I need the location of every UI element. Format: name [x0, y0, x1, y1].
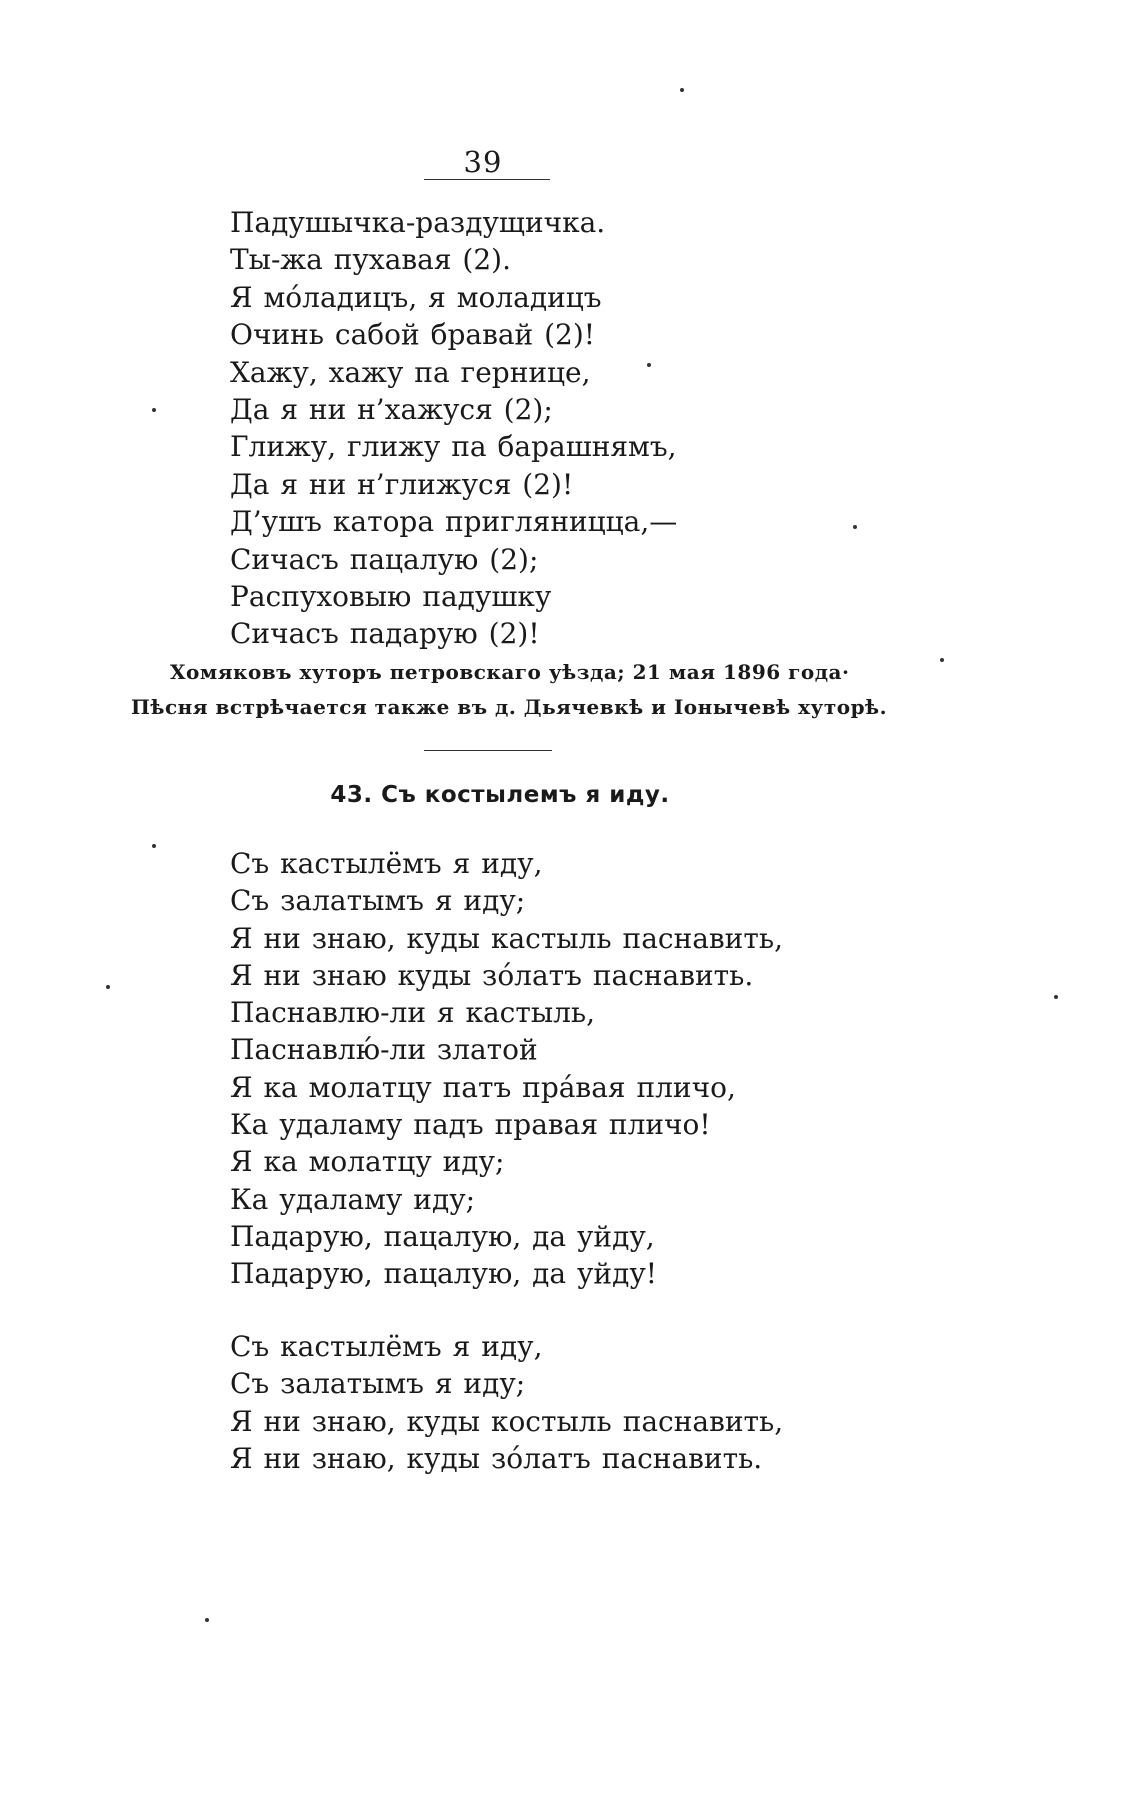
scan-speck: [106, 985, 110, 989]
verse-line: Съ залатымъ я иду;: [230, 1367, 526, 1401]
verse-line: Сичасъ падарую (2)!: [230, 617, 540, 651]
verse-line: Д’ушъ катора пригляницца,—: [230, 505, 678, 539]
verse-line: Я ни знаю, куды кастыль паснавить,: [230, 921, 783, 955]
scan-speck: [152, 844, 156, 848]
verse-block-3: [230, 1328, 783, 1477]
verse-line: Сичасъ пацалую (2);: [230, 542, 539, 576]
verse-line: Да я ни н’хажуся (2);: [230, 392, 553, 426]
verse-block-1: [230, 204, 677, 653]
source-note-line-1: Хомяковъ хуторъ петровскаго уѣзда; 21 мая 1896 года·: [170, 660, 850, 684]
scan-speck: [853, 525, 857, 529]
verse-line: Ка удаламу падъ правая пличо!: [230, 1108, 711, 1142]
verse-line: Ты-жа пухавая (2).: [230, 243, 511, 277]
source-note-line-2: Пѣсня встрѣчается также въ д. Дьячевкѣ и Іонычевѣ хуторѣ.: [131, 695, 888, 719]
verse-line: Я ка молатцу патъ пра́вая пличо,: [230, 1070, 736, 1104]
scan-speck: [647, 363, 651, 367]
verse-line: Съ кастылёмъ я иду,: [230, 1330, 543, 1363]
scan-speck: [152, 408, 156, 412]
section-divider: [424, 750, 552, 751]
page-number-rule: [424, 179, 550, 180]
verse-line: Я ни знаю куды зо́латъ паснавить.: [230, 958, 754, 992]
verse-line: Съ кастылёмъ я иду,: [230, 847, 543, 880]
verse-line: Очинь сабой бравай (2)!: [230, 318, 595, 352]
verse-line: Падарую, пацалую, да уйду,: [230, 1219, 655, 1253]
verse-line: Падушычка-раздущичка.: [230, 206, 606, 239]
verse-line: Съ залатымъ я иду;: [230, 884, 526, 918]
verse-line: Распуховыю падушку: [230, 579, 552, 613]
scan-speck: [205, 1618, 209, 1622]
verse-line: Я ни знаю, куды костыль паснавить,: [230, 1404, 784, 1438]
scan-speck: [940, 658, 944, 662]
scan-speck: [680, 88, 684, 92]
page-number: 39: [463, 145, 503, 179]
verse-line: Да я ни н’глижуся (2)!: [230, 467, 574, 501]
verse-line: Паснавлю́-ли златой: [230, 1033, 538, 1067]
verse-line: Падарую, пацалую, да уйду!: [230, 1257, 658, 1291]
verse-line: Ка удаламу иду;: [230, 1182, 476, 1216]
verse-block-2: [230, 845, 783, 1293]
section-heading: 43. Съ костылемъ я иду.: [330, 782, 670, 808]
verse-line: Паснавлю-ли я кастыль,: [230, 996, 596, 1030]
verse-line: Глижу, глижу па барашнямъ,: [230, 430, 677, 464]
verse-line: Я ни знаю, куды зо́латъ паснавить.: [230, 1441, 763, 1475]
verse-line: Я мо́ладицъ, я моладицъ: [230, 280, 602, 314]
verse-line: Я ка молатцу иду;: [230, 1145, 505, 1179]
verse-line: Хажу, хажу па гернице,: [230, 355, 591, 389]
scan-speck: [1054, 995, 1058, 999]
